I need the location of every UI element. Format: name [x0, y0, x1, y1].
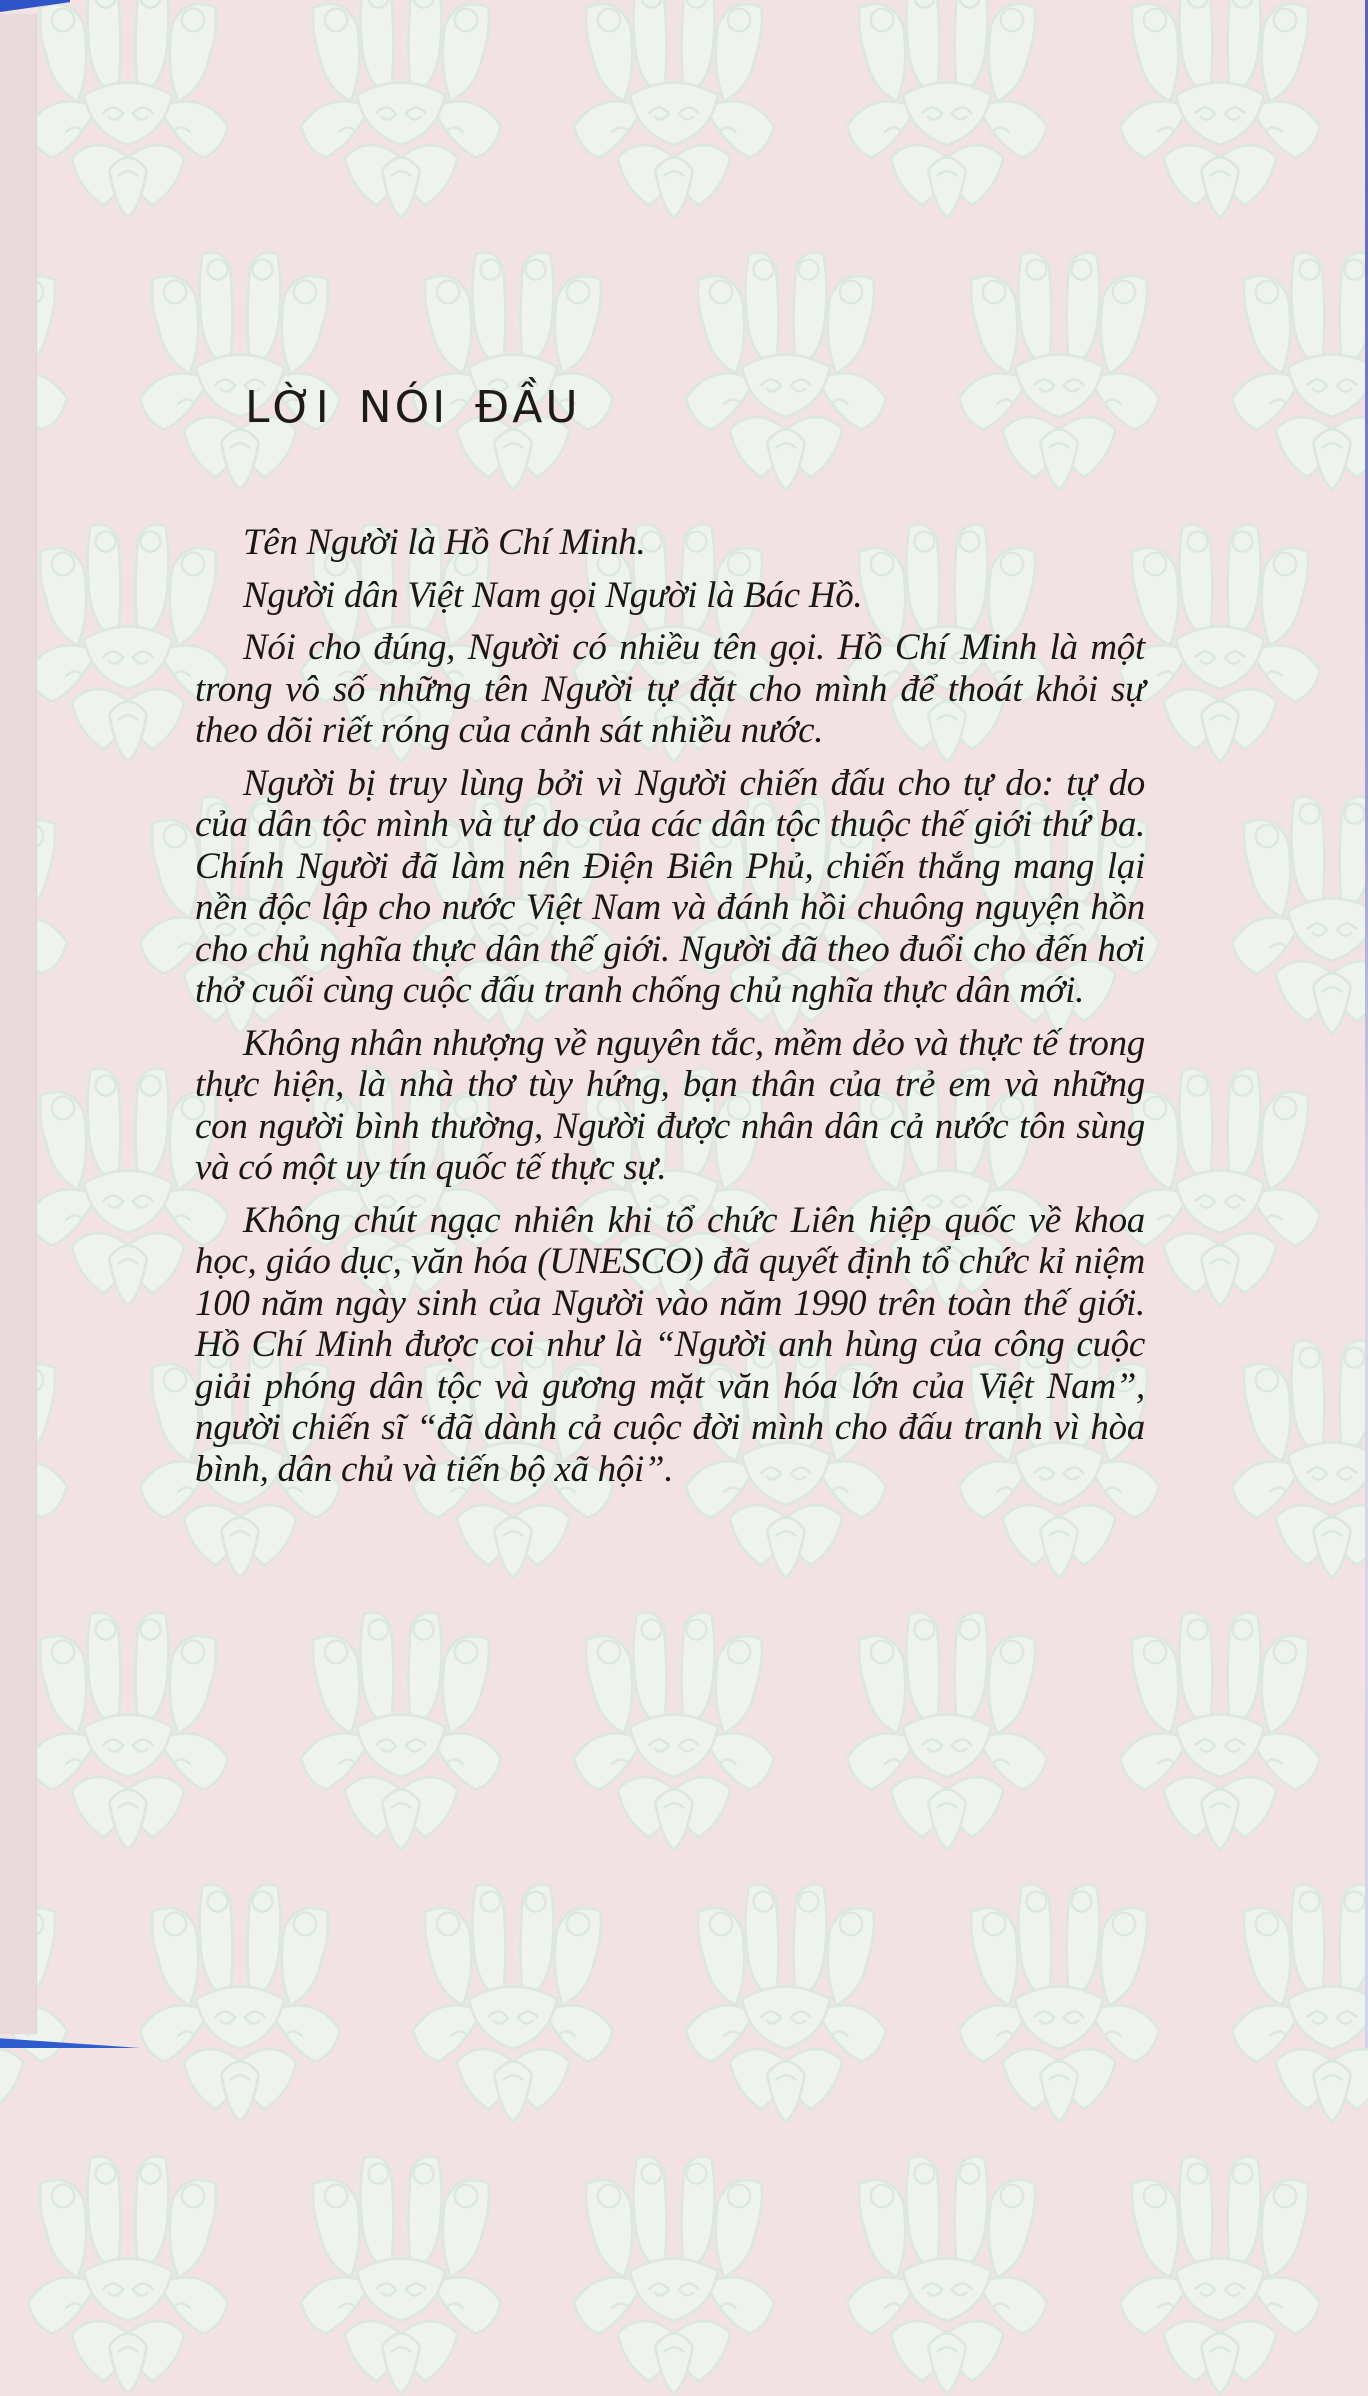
lotus-icon: [276, 2146, 526, 2396]
lotus-icon: [1207, 1330, 1368, 1580]
paragraph-6: Không chút ngạc nhiên khi tổ chức Liên hiệp quốc về khoa học, giáo dục, văn hóa (UNESCO) đã quyết định tổ chức kỉ niệm 100 năm ngày sinh của Người vào năm 1990 trên toàn thế giới. Hồ Chí Minh được coi như là “Người anh hùng của công cuộc giải phóng dân tộc và gương mặt văn hóa lớn của Việt Nam”, người chiến sĩ “đã dành cả cuộc đời mình cho đấu tranh vì hòa bình, dân chủ và tiến bộ xã hội”.: [195, 1199, 1145, 1490]
lotus-icon: [1095, 1602, 1345, 1852]
lotus-icon: [3, 0, 253, 220]
lotus-icon: [661, 242, 911, 492]
lotus-icon: [1207, 786, 1368, 1036]
lotus-icon: [549, 1602, 799, 1852]
lotus-icon: [549, 2146, 799, 2396]
paragraph-1: Tên Người là Hồ Chí Minh.: [243, 522, 646, 563]
lotus-icon: [3, 1602, 253, 1852]
lotus-icon: [822, 1602, 1072, 1852]
lotus-icon: [276, 0, 526, 220]
paragraph-4: Người bị truy lùng bởi vì Người chiến đấu cho tự do: tự do của dân tộc mình và tự do của các dân tộc thuộc thế giới thứ ba. Chính Người đã làm nên Điện Biên Phủ, chiến thắng mang lại nền độc lập cho nước Việt Nam và đánh hồi chuông nguyện hồn cho chủ nghĩa thực dân thế giới. Người đã theo đuổi cho đến hơi thở cuối cùng cuộc đấu tranh chống chủ nghĩa thực dân mới.: [195, 762, 1145, 1011]
paragraph-5: Không nhân nhượng về nguyên tắc, mềm dẻo và thực tế trong thực hiện, là nhà thơ tùy hứng, bạn thân của trẻ em và những con người bình thường, Người được nhân dân cả nước tôn sùng và có một uy tín quốc tế thực sự.: [195, 1022, 1145, 1188]
lotus-icon: [276, 1602, 526, 1852]
lotus-icon: [3, 2146, 253, 2396]
paragraph-3: Nói cho đúng, Người có nhiều tên gọi. Hồ Chí Minh là một trong vô số những tên Người tự đặt cho mình để thoát khỏi sự theo dõi riết róng của cảnh sát nhiều nước.: [195, 627, 1145, 751]
lotus-icon: [549, 0, 799, 220]
lotus-icon: [1207, 1874, 1368, 2124]
lotus-icon: [115, 1874, 365, 2124]
preface-body: [195, 522, 1145, 1501]
lotus-icon: [1095, 0, 1345, 220]
page-gutter-edge: [0, 14, 37, 2034]
lotus-icon: [388, 1874, 638, 2124]
lotus-icon: [822, 0, 1072, 220]
paragraph-2: Người dân Việt Nam gọi Người là Bác Hồ.: [243, 574, 863, 616]
page-title: LỜI NÓI ĐẦU: [245, 382, 581, 433]
lotus-icon: [1095, 2146, 1345, 2396]
lotus-icon: [1207, 242, 1368, 492]
lotus-icon: [661, 1874, 911, 2124]
lotus-icon: [388, 242, 638, 492]
lotus-icon: [822, 2146, 1072, 2396]
lotus-icon: [934, 1874, 1184, 2124]
lotus-icon: [115, 242, 365, 492]
lotus-icon: [934, 242, 1184, 492]
